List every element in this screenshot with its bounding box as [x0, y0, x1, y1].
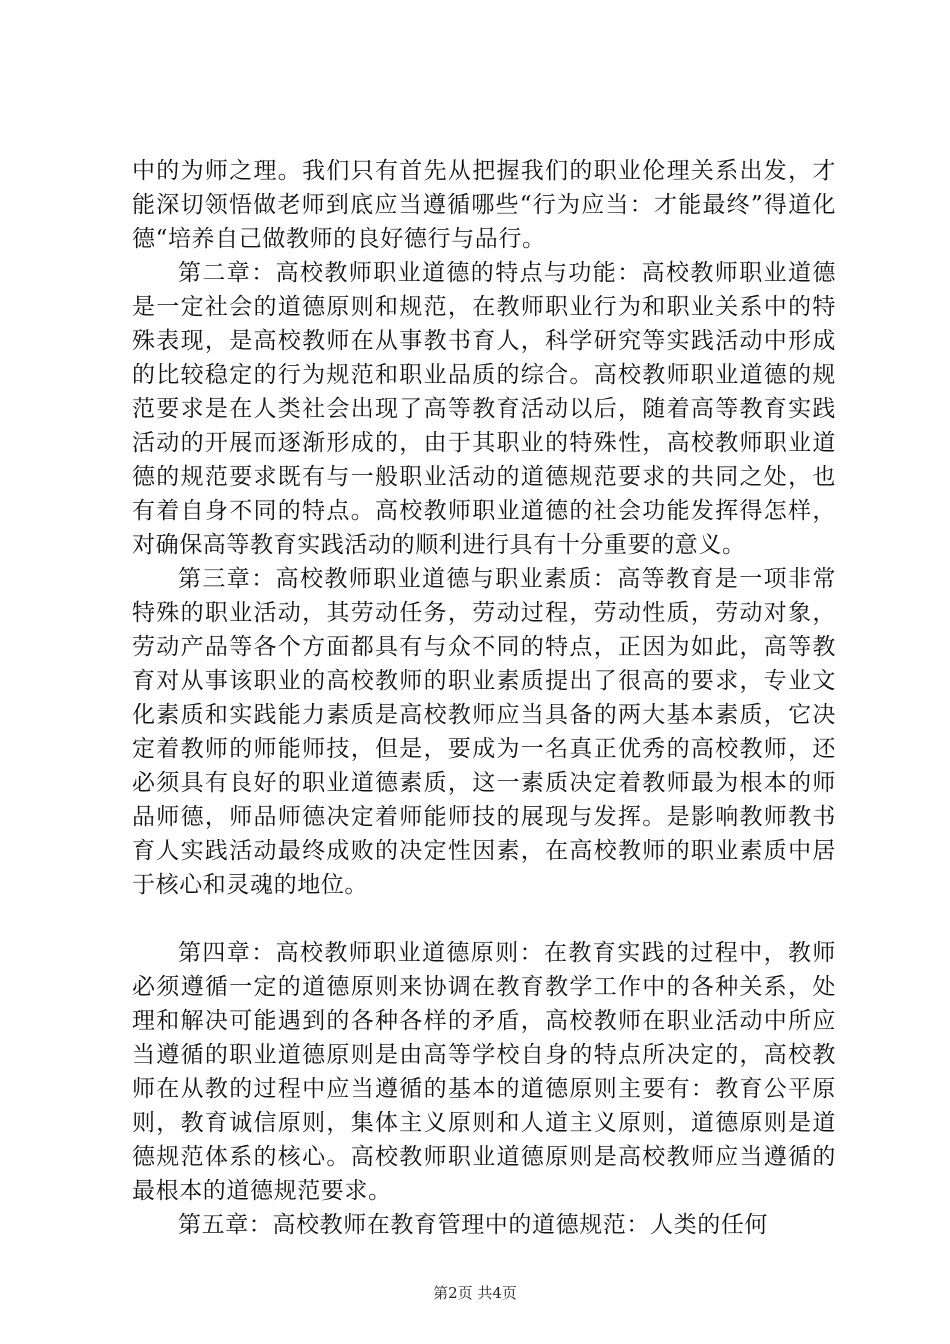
paragraph-chapter-3: 第三章：高校教师职业道德与职业素质：高等教育是一项非常特殊的职业活动，其劳动任务，劳动过程，劳动性质，劳动对象，劳动产品等各个方面都具有与众不同的特点，正因为如此，高等教育对从事该职业的高校教师的职业素质提出了很高的要求，专业文化素质和实践能力素质是高校教师应当具备的两大基本素质，它决定着教师的师能师技，但是，要成为一名真正优秀的高校教师，还必须具有良好的职业道德素质，这一素质决定着教师最为根本的师品师德，师品师德决定着师能师技的展现与发挥。是影响教师教书育人实践活动最终成败的决定性因素，在高校教师的职业素质中居于核心和灵魂的地位。: [132, 566, 836, 898]
paragraph-spacer: [132, 902, 836, 936]
paragraph-chapter-2: 第二章：高校教师职业道德的特点与功能：高校教师职业道德是一定社会的道德原则和规范，在教师职业行为和职业关系中的特殊表现，是高校教师在从事教书育人，科学研究等实践活动中形成的比较稳定的行为规范和职业品质的综合。高校教师职业道德的规范要求是在人类社会出现了高等教育活动以后，随着高等教育实践活动的开展而逐渐形成的，由于其职业的特殊性，高校教师职业道德的规范要求既有与一般职业活动的道德规范要求的共同之处，也有着自身不同的特点。高校教师职业道德的社会功能发挥得怎样，对确保高等教育实践活动的顺利进行具有十分重要的意义。: [132, 260, 836, 558]
document-body: [132, 154, 836, 1242]
paragraph-chapter-4: 第四章：高校教师职业道德原则：在教育实践的过程中，教师必须遵循一定的道德原则来协调在教育教学工作中的各种关系，处理和解决可能遇到的各种各样的矛盾，高校教师在职业活动中所应当遵循的职业道德原则是由高等学校自身的特点所决定的，高校教师在从教的过程中应当遵循的基本的道德原则主要有：教育公平原则，教育诚信原则，集体主义原则和人道主义原则，道德原则是道德规范体系的核心。高校教师职业道德原则是高校教师应当遵循的最根本的道德规范要求。: [132, 940, 836, 1204]
paragraph-chapter-5: 第五章：高校教师在教育管理中的道德规范：人类的任何: [178, 1212, 768, 1238]
page-number-footer: 第2页 共4页: [433, 1284, 517, 1302]
paragraph-continuation: 中的为师之理。我们只有首先从把握我们的职业伦理关系出发，才能深切领悟做老师到底应当遵循哪些“行为应当：才能最终”得道化德“培养自己做教师的良好德行与品行。: [132, 158, 836, 252]
